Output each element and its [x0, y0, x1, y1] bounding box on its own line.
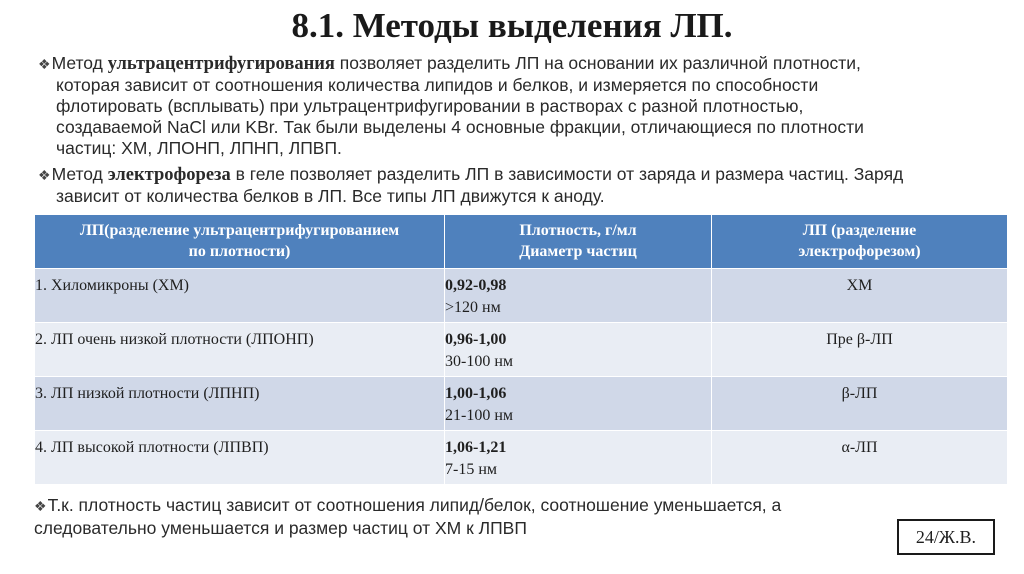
electrophoresis-paragraph — [38, 164, 903, 207]
density-cell — [445, 377, 712, 431]
method-name-bold: электрофореза — [107, 165, 231, 185]
conclusion-paragraph — [34, 494, 781, 539]
page-label: 24/Ж.В. — [897, 519, 995, 555]
method-name-bold: ультрацентрифугирования — [107, 54, 335, 74]
header-line: электрофорезом) — [798, 243, 921, 260]
column-header — [445, 215, 712, 269]
paragraph-text: позволяет разделить ЛП на основании их различной плотности, — [334, 53, 861, 73]
electrophoresis-cell: ХМ — [712, 269, 1008, 323]
paragraph-line — [38, 53, 864, 75]
fraction-name-cell: 2. ЛП очень низкой плотности (ЛПОНП) — [35, 323, 445, 377]
diamond-bullet-icon: ❖ — [34, 498, 47, 514]
density-value: 0,92-0,98 — [445, 277, 507, 294]
header-line: Диаметр частиц — [519, 243, 637, 260]
paragraph-text: в геле позволяет разделить ЛП в зависимости от заряда и размера частиц. Заряд — [230, 164, 904, 184]
diameter-value: 30-100 нм — [445, 353, 514, 370]
diamond-bullet-icon: ❖ — [38, 167, 51, 183]
header-line: ЛП (разделение — [802, 222, 917, 239]
density-value: 1,06-1,21 — [445, 439, 507, 456]
method-prefix: Метод — [51, 53, 108, 73]
header-line: ЛП(разделение ультрацентрифугированием — [79, 222, 400, 239]
diameter-value: 21-100 нм — [445, 407, 514, 424]
paragraph-line: флотировать (всплывать) при ультрацентрифугировании в растворах с разной плотностью, — [56, 96, 804, 116]
density-value: 1,00-1,06 — [445, 385, 507, 402]
header-line: по плотности) — [188, 243, 291, 260]
fraction-name-cell: 1. Хиломикроны (ХМ) — [35, 269, 445, 323]
electrophoresis-cell: α-ЛП — [712, 431, 1008, 485]
lipoprotein-table — [34, 214, 1008, 485]
paragraph-text: Т.к. плотность частиц зависит от соотношения липид/белок, соотношение уменьшается, а — [47, 495, 782, 515]
electrophoresis-cell: Пре β-ЛП — [712, 323, 1008, 377]
density-cell — [445, 269, 712, 323]
method-prefix: Метод — [51, 164, 108, 184]
column-header — [712, 215, 1008, 269]
paragraph-line: следовательно уменьшается и размер частиц от ХМ к ЛПВП — [34, 518, 527, 538]
slide-title: 8.1. Методы выделения ЛП. — [291, 6, 733, 45]
diameter-value: 7-15 нм — [445, 461, 498, 478]
paragraph-line: зависит от количества белков в ЛП. Все типы ЛП движутся к аноду. — [56, 186, 605, 206]
diamond-bullet-icon: ❖ — [38, 56, 51, 72]
table-row — [35, 323, 1008, 377]
ultracentrifugation-paragraph — [38, 53, 864, 159]
table-header-row — [35, 215, 1008, 269]
density-cell — [445, 323, 712, 377]
header-line: Плотность, г/мл — [519, 222, 637, 239]
table-row — [35, 269, 1008, 323]
diameter-value: >120 нм — [445, 299, 501, 316]
table-row — [35, 431, 1008, 485]
paragraph-line: которая зависит от соотношения количества липидов и белков, и измеряется по способности — [56, 75, 819, 95]
fraction-name-cell: 3. ЛП низкой плотности (ЛПНП) — [35, 377, 445, 431]
electrophoresis-cell: β-ЛП — [712, 377, 1008, 431]
density-value: 0,96-1,00 — [445, 331, 507, 348]
column-header — [35, 215, 445, 269]
table-row — [35, 377, 1008, 431]
density-cell — [445, 431, 712, 485]
paragraph-line: частиц: ХМ, ЛПОНП, ЛПНП, ЛПВП. — [56, 138, 342, 158]
paragraph-line — [34, 494, 781, 517]
paragraph-line: создаваемой NaCl или KBr. Так были выделены 4 основные фракции, отличающиеся по плотности — [56, 117, 864, 137]
paragraph-line — [38, 164, 903, 186]
fraction-name-cell: 4. ЛП высокой плотности (ЛПВП) — [35, 431, 445, 485]
